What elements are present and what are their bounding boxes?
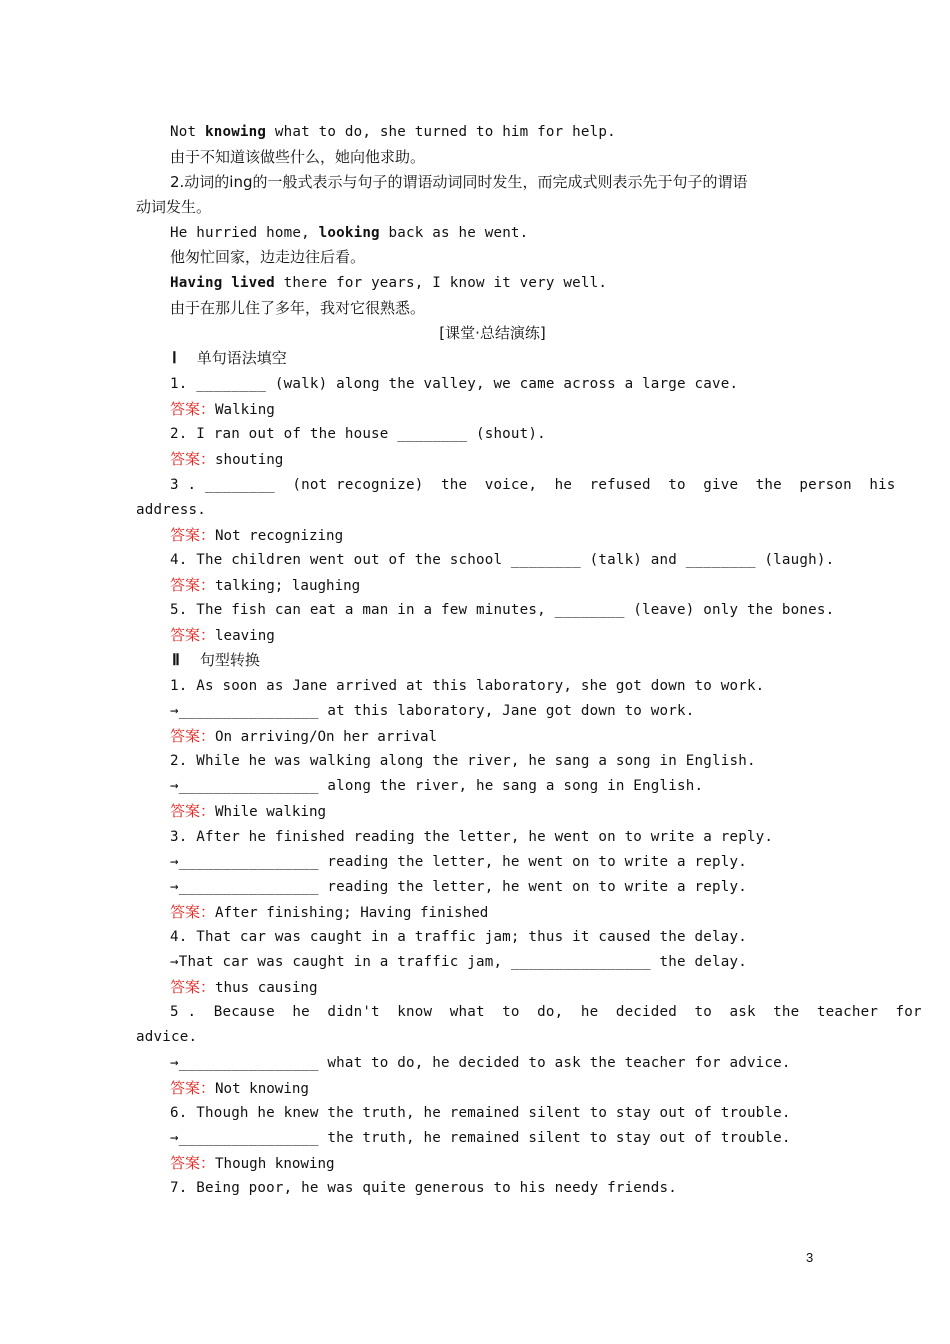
answer-value: Walking <box>215 402 275 418</box>
answer-value: leaving <box>215 628 275 644</box>
question: 2. While he was walking along the river, he sang a song in English. <box>170 753 756 769</box>
answer <box>170 724 437 750</box>
example-sentence-zh: 他匆忙回家，边走边往后看。 <box>170 248 366 266</box>
answer <box>170 573 360 599</box>
question-cont: advice. <box>136 1029 198 1045</box>
rewrite-line: →That car was caught in a traffic jam, ________________ the delay. <box>170 954 747 970</box>
answer <box>170 900 488 926</box>
answer-label: 答案： <box>170 1154 216 1172</box>
answer-label: 答案： <box>170 1079 216 1097</box>
part1-heading <box>172 346 287 371</box>
bold-verb: knowing <box>204 124 267 140</box>
question-cont: address. <box>136 502 206 518</box>
part-title: 句型转换 <box>199 651 260 669</box>
answer <box>170 1151 335 1177</box>
answer-value: Though knowing <box>215 1156 335 1172</box>
answer-label: 答案： <box>170 978 216 996</box>
answer-value: talking; laughing <box>215 578 361 594</box>
page-number: 3 <box>806 1250 814 1265</box>
answer <box>170 1076 309 1102</box>
question: 5 . Because he didn't know what to do, he decided to ask the teacher for <box>170 1004 922 1020</box>
answer-label: 答案： <box>170 626 216 644</box>
question: 3. After he finished reading the letter, he went on to write a reply. <box>170 829 774 845</box>
question: 1. As soon as Jane arrived at this laboratory, she got down to work. <box>170 678 765 694</box>
text: Not <box>170 124 205 140</box>
question: 3 . ________ (not recognize) the voice, he refused to give the person his <box>170 477 896 493</box>
roman-numeral: Ⅰ <box>172 350 177 367</box>
question: 2. I ran out of the house ________ (shout). <box>170 426 546 442</box>
answer <box>170 799 326 825</box>
part2-heading <box>172 648 260 673</box>
answer-value: shouting <box>215 452 284 468</box>
answer-label: 答案： <box>170 526 216 544</box>
bold-verb: looking <box>318 225 380 241</box>
grammar-rule-cont: 动词发生。 <box>136 198 212 216</box>
grammar-rule: 2.动词的ing的一般式表示与句子的谓语动词同时发生，而完成式则表示先于句子的谓语 <box>170 173 748 191</box>
example-sentence-en <box>170 271 607 296</box>
question: 6. Though he knew the truth, he remained silent to stay out of trouble. <box>170 1105 791 1121</box>
rewrite-line: →________________ what to do, he decided to ask the teacher for advice. <box>170 1055 791 1071</box>
answer-label: 答案： <box>170 450 216 468</box>
rewrite-line: →________________ along the river, he sang a song in English. <box>170 778 704 794</box>
answer <box>170 975 318 1001</box>
text: what to do, she turned to him for help. <box>266 124 616 140</box>
answer <box>170 623 275 649</box>
text: back as he went. <box>379 225 529 241</box>
rewrite-line: →________________ the truth, he remained silent to stay out of trouble. <box>170 1130 791 1146</box>
section-title: [课堂·总结演练] <box>439 324 546 342</box>
answer <box>170 397 275 423</box>
example-sentence-en <box>170 221 528 246</box>
bold-verb: Having lived <box>170 275 275 291</box>
example-sentence-zh: 由于不知道该做些什么，她向他求助。 <box>170 148 426 166</box>
answer-label: 答案： <box>170 802 216 820</box>
answer-label: 答案： <box>170 400 216 418</box>
rewrite-line: →________________ reading the letter, he went on to write a reply. <box>170 854 747 870</box>
answer <box>170 447 283 473</box>
example-sentence-en <box>170 120 616 145</box>
question: 1. ________ (walk) along the valley, we came across a large cave. <box>170 376 739 392</box>
text: there for years, I know it very well. <box>274 275 608 291</box>
answer-value: On arriving/On her arrival <box>215 729 438 745</box>
answer-label: 答案： <box>170 903 216 921</box>
question: 4. The children went out of the school ________ (talk) and ________ (laugh). <box>170 552 835 568</box>
rewrite-line: →________________ reading the letter, he went on to write a reply. <box>170 879 747 895</box>
answer-value: While walking <box>215 804 327 820</box>
text: He hurried home, <box>170 225 319 241</box>
answer-value: thus causing <box>215 980 318 996</box>
answer-value: Not knowing <box>215 1081 309 1097</box>
answer <box>170 523 343 549</box>
answer-label: 答案： <box>170 576 216 594</box>
question: 4. That car was caught in a traffic jam; thus it caused the delay. <box>170 929 747 945</box>
question: 7. Being poor, he was quite generous to his needy friends. <box>170 1180 678 1196</box>
example-sentence-zh: 由于在那儿住了多年，我对它很熟悉。 <box>170 299 426 317</box>
roman-numeral: Ⅱ <box>172 652 180 669</box>
part-title: 单句语法填空 <box>196 349 287 367</box>
question: 5. The fish can eat a man in a few minutes, ________ (leave) only the bones. <box>170 602 835 618</box>
answer-label: 答案： <box>170 727 216 745</box>
answer-value: Not recognizing <box>215 528 344 544</box>
answer-value: After finishing; Having finished <box>215 905 489 921</box>
rewrite-line: →________________ at this laboratory, Jane got down to work. <box>170 703 695 719</box>
